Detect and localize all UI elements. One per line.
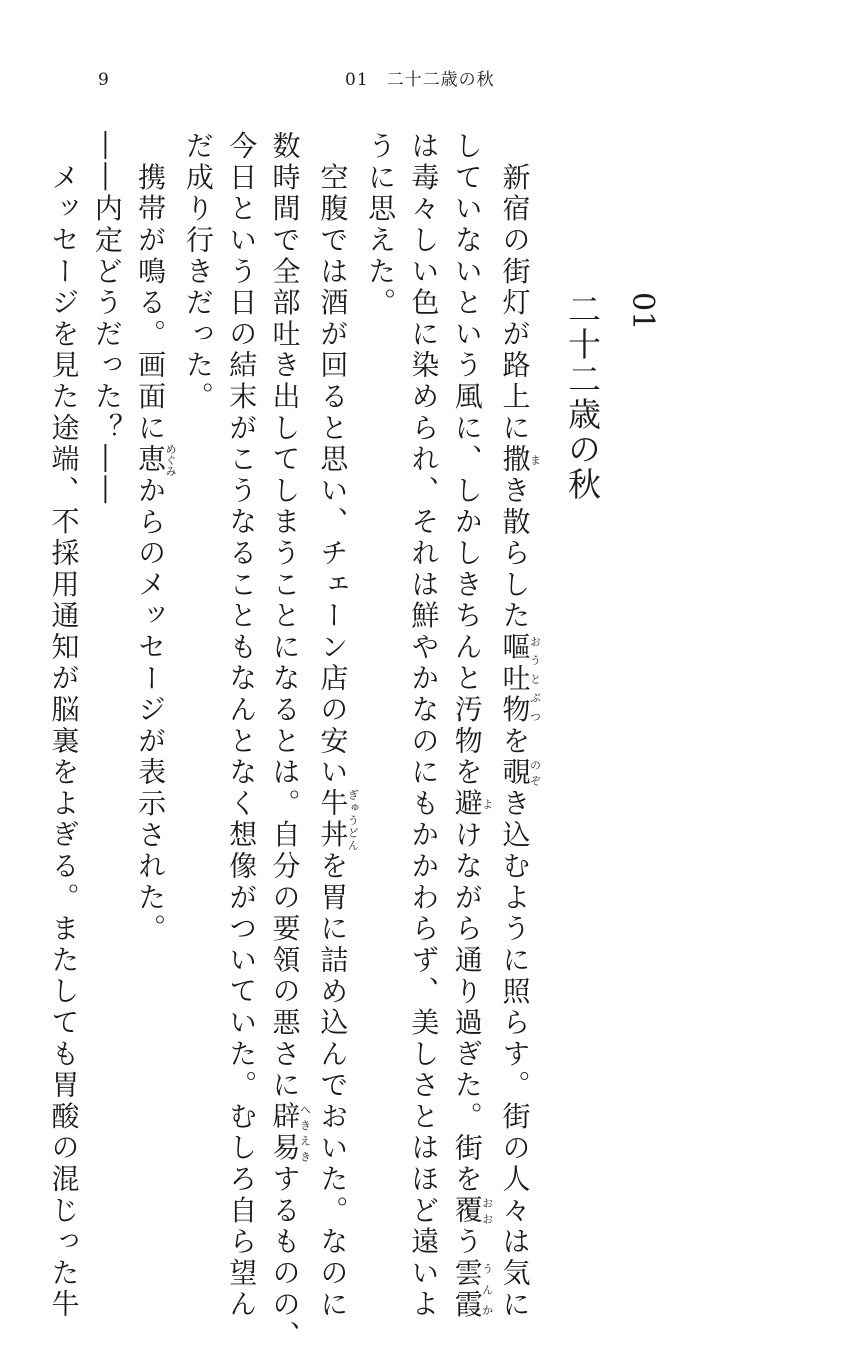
text-line: は毒々しい色に染められ、それは鮮やかなのにもかかわらず、美しさとはほど遠いよ <box>407 131 441 1321</box>
running-title: 01 二十二歳の秋 <box>345 70 495 90</box>
text-line: 今日という日の結末がこうなることもなんとなく想像がついていた。むしろ自ら望ん <box>225 131 259 1321</box>
ruby-annotation: 撒ま <box>498 444 542 476</box>
text-line: 携帯が鳴る。画面に恵めぐみからのメッセージが表示された。 <box>134 131 178 945</box>
page-number: 9 <box>98 70 109 90</box>
ruby-annotation: 雲霞うんか <box>450 1257 494 1321</box>
ruby-annotation: 辟易へきえき <box>268 1101 312 1164</box>
text-line: していないという風に、しかしきちんと汚物を避よけながら通り過ぎた。街を覆おおう雲霞うんか <box>450 131 494 1321</box>
text-line: 空腹では酒が回ると思い、チェーン店の安い牛丼ぎゅうどんを胃に詰め込んでおいた。なのに <box>316 131 360 1321</box>
ruby-annotation: 覆おお <box>450 1195 494 1227</box>
chapter-heading <box>563 292 672 592</box>
text-line: うに思えた。 <box>364 131 398 319</box>
chapter-number: 01 <box>625 292 660 331</box>
ruby-annotation: 恵めぐみ <box>134 443 178 477</box>
chapter-title: 二十二歳の秋 <box>563 292 602 502</box>
ruby-annotation: 覗のぞ <box>498 757 542 789</box>
text-line: ――内定どうだった？―― <box>90 131 124 507</box>
text-line: だ成り行きだった。 <box>181 131 215 413</box>
text-line: メッセージを見た途端、不採用通知が脳裏をよぎる。またしても胃酸の混じった牛 <box>47 131 81 1321</box>
ruby-annotation: 嘔吐物おうとぶつ <box>498 631 542 726</box>
body-text <box>47 131 542 1352</box>
ruby-annotation: 避よ <box>450 788 494 820</box>
text-line: 数時間で全部吐き出してしまうことになるとは。自分の要領の悪さに辟易へきえきするものの、 <box>268 131 312 1352</box>
ruby-annotation: 牛丼ぎゅうどん <box>316 788 360 851</box>
text-line: 新宿の街灯が路上に撒まき散らした嘔吐物おうとぶつを覗のぞき込むように照らす。街の人々は気に <box>498 131 542 1321</box>
